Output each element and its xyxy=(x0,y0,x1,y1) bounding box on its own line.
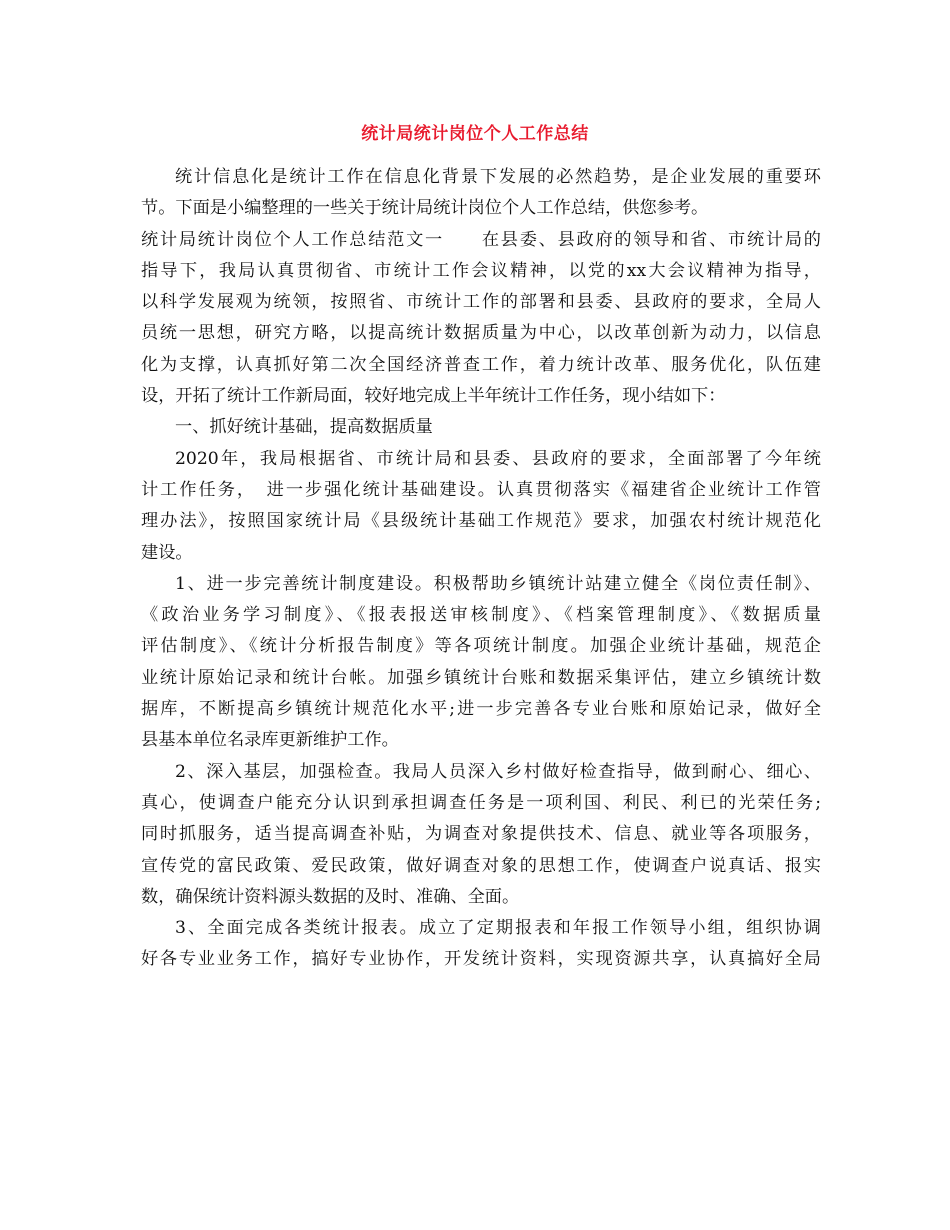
text-line: 数，确保统计资料源头数据的及时、准确、全面。 xyxy=(141,886,520,907)
text-line: 同时抓服务，适当提高调查补贴，为调查对象提供技术、信息、就业等各项服务， xyxy=(141,824,821,845)
text-line: 计工作任务， 进一步强化统计基础建设。认真贯彻落实《福建省企业统计工作管 xyxy=(141,479,821,500)
text-line: 据库，不断提高乡镇统计规范化水平;进一步完善各专业台账和原始记录，做好全 xyxy=(141,699,821,720)
text-line: 宣传党的富民政策、爱民政策，做好调查对象的思想工作，使调查户说真话、报实 xyxy=(141,855,821,876)
document-body xyxy=(141,162,821,976)
text-line: 2、深入基层，加强检查。我局人员深入乡村做好检查指导，做到耐心、细心、 xyxy=(175,761,821,782)
text-line: 《政治业务学习制度》、《报表报送审核制度》、《档案管理制度》、《数据质量 xyxy=(141,605,821,626)
text-line: 1、进一步完善统计制度建设。积极帮助乡镇统计站建立健全《岗位责任制》、 xyxy=(175,573,821,594)
text-line: 3、全面完成各类统计报表。成立了定期报表和年报工作领导小组，组织协调 xyxy=(175,918,821,939)
text-line: 员统一思想，研究方略，以提高统计数据质量为中心，以改革创新为动力，以信息 xyxy=(141,323,821,344)
text-line: 以科学发展观为统领，按照省、市统计工作的部署和县委、县政府的要求，全局人 xyxy=(141,292,821,313)
text-line: 指导下，我局认真贯彻省、市统计工作会议精神，以党的xx大会议精神为指导， xyxy=(141,260,821,281)
text-line: 理办法》，按照国家统计局《县级统计基础工作规范》要求，加强农村统计规范化 xyxy=(141,511,821,532)
text-line: 县基本单位名录库更新维护工作。 xyxy=(141,730,399,751)
text-line: 一、抓好统计基础，提高数据质量 xyxy=(175,417,433,438)
text-line: 评估制度》、《统计分析报告制度》等各项统计制度。加强企业统计基础，规范企 xyxy=(141,636,821,657)
text-line: 设，开拓了统计工作新局面，较好地完成上半年统计工作任务，现小结如下： xyxy=(141,386,726,407)
text-line: 建设。 xyxy=(141,542,193,563)
text-line: 业统计原始记录和统计台帐。加强乡镇统计台账和数据采集评估，建立乡镇统计数 xyxy=(141,667,821,688)
text-line: 化为支撑，认真抓好第二次全国经济普查工作，着力统计改革、服务优化，队伍建 xyxy=(141,354,821,375)
document-title: 统计局统计岗位个人工作总结 xyxy=(361,124,589,144)
text-line: 2020年，我局根据省、市统计局和县委、县政府的要求，全面部署了今年统 xyxy=(175,448,821,469)
text-line: 节。下面是小编整理的一些关于统计局统计岗位个人工作总结，供您参考。 xyxy=(141,198,709,219)
text-line: 统计信息化是统计工作在信息化背景下发展的必然趋势，是企业发展的重要环 xyxy=(175,167,821,187)
text-line: 好各专业业务工作，搞好专业协作，开发统计资料，实现资源共享，认真搞好全局 xyxy=(141,949,821,970)
text-line: 统计局统计岗位个人工作总结范文一 在县委、县政府的领导和省、市统计局的 xyxy=(141,229,821,250)
text-line: 真心，使调查户能充分认识到承担调查任务是一项利国、利民、利已的光荣任务; xyxy=(141,792,821,813)
